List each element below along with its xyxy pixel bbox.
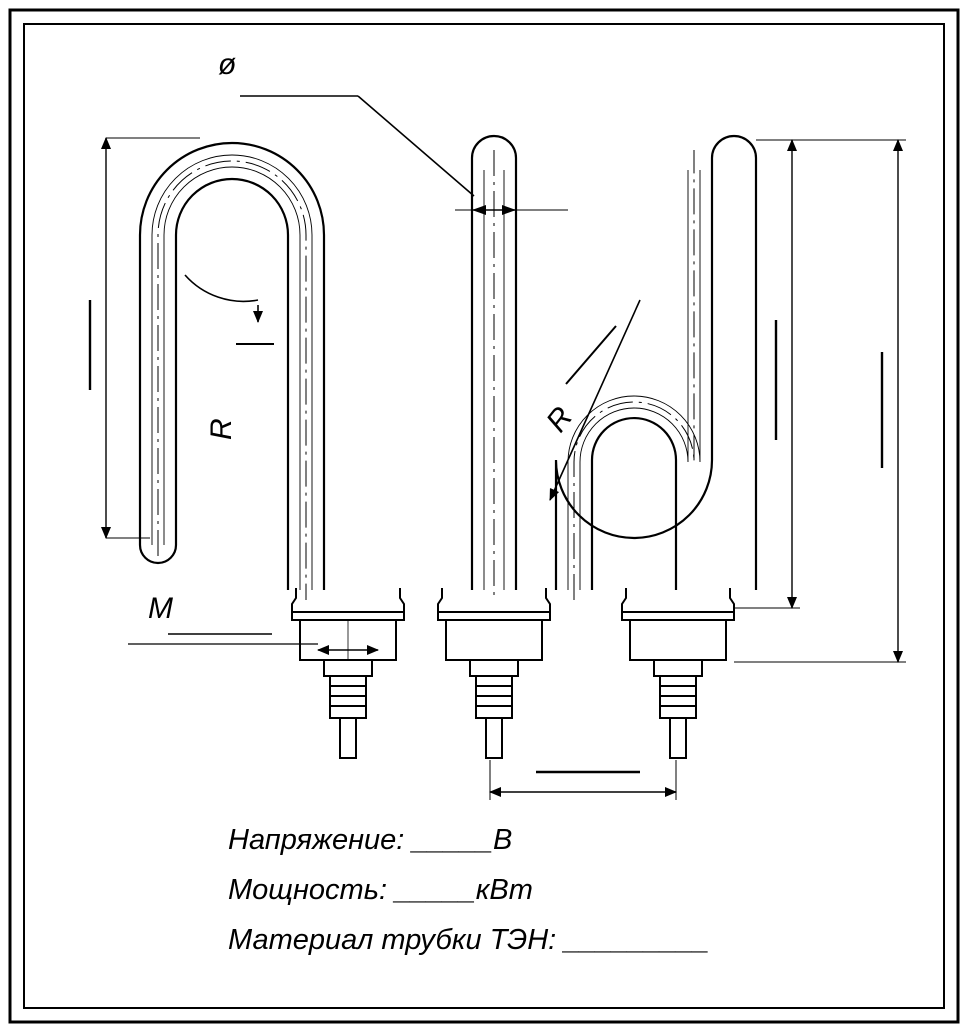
label-radius-right: R xyxy=(540,400,580,439)
spec-power: Мощность: _____кВт xyxy=(228,874,533,906)
dimension-thread-M xyxy=(128,634,378,650)
dimension-right-height-outer xyxy=(734,140,906,662)
dimension-diameter-leader xyxy=(240,96,474,196)
flange-middle xyxy=(438,588,550,758)
centerline-left xyxy=(158,161,306,600)
spec-tube-material: Материал трубки ТЭН: _________ xyxy=(228,924,710,956)
flange-right xyxy=(622,588,734,758)
flange-left xyxy=(292,588,404,758)
dimension-radius-right xyxy=(550,300,640,500)
heater-element-right xyxy=(472,136,756,590)
label-thread-m: M xyxy=(148,592,173,625)
heater-element-left xyxy=(140,143,324,590)
spec-voltage: Напряжение: _____В xyxy=(228,824,513,856)
dimension-right-height-inner xyxy=(734,140,800,608)
dimension-radius-left xyxy=(185,275,274,344)
label-diameter: ø xyxy=(218,48,237,81)
dimension-center-distance xyxy=(490,760,676,800)
dimension-left-height xyxy=(90,138,200,538)
label-radius-left: R xyxy=(205,418,238,440)
